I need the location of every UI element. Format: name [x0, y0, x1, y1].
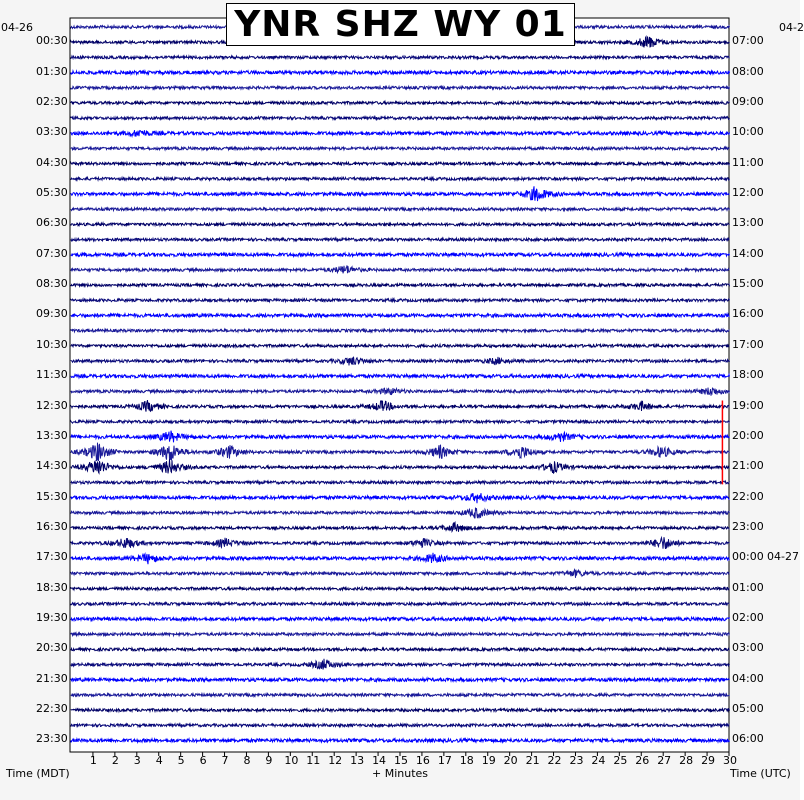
x-tick-label: 26 [635, 754, 650, 767]
x-tick-label: 8 [243, 754, 251, 767]
x-tick-label: 30 [723, 754, 737, 767]
right-time-label: 21:00 [732, 459, 764, 473]
left-time-label: 10:30 [36, 337, 68, 351]
left-time-label: 04:30 [36, 155, 68, 169]
x-tick-label: 4 [155, 754, 163, 767]
right-time-label: 00:00 [732, 550, 764, 564]
x-tick-label: 17 [437, 754, 452, 767]
x-axis-title: + Minutes [372, 767, 429, 780]
x-tick-label: 22 [547, 754, 562, 767]
left-time-label: 17:30 [36, 550, 68, 564]
left-date-label: 04-26 [1, 21, 33, 34]
right-time-label: 08:00 [732, 64, 764, 78]
x-tick-label: 9 [265, 754, 273, 767]
x-tick-label: 18 [459, 754, 474, 767]
x-tick-label: 20 [503, 754, 518, 767]
x-tick-label: 10 [284, 754, 299, 767]
chart-title: YNR SHZ WY 01 [234, 3, 567, 45]
x-tick-label: 7 [221, 754, 229, 767]
x-tick-label: 11 [306, 754, 321, 767]
right-axis-title: Time (UTC) [730, 767, 791, 780]
right-time-label: 22:00 [732, 489, 764, 503]
right-time-label: 10:00 [732, 125, 764, 139]
right-time-label: 11:00 [732, 155, 764, 169]
right-time-label: 14:00 [732, 246, 764, 260]
left-time-label: 13:30 [36, 428, 68, 442]
right-time-label: 12:00 [732, 185, 764, 199]
left-time-label: 01:30 [36, 64, 68, 78]
x-tick-label: 19 [481, 754, 496, 767]
left-time-label: 00:30 [36, 34, 68, 48]
right-time-label: 15:00 [732, 277, 764, 291]
x-tick-label: 29 [701, 754, 716, 767]
x-tick-label: 14 [372, 754, 387, 767]
left-time-label: 03:30 [36, 125, 68, 139]
x-tick-label: 13 [350, 754, 365, 767]
right-date-change-label: 04-27 [767, 550, 799, 564]
x-tick-label: 1 [89, 754, 97, 767]
right-time-label: 09:00 [732, 94, 764, 108]
title-box [226, 3, 575, 46]
x-tick-label: 24 [591, 754, 606, 767]
right-time-label: 19:00 [732, 398, 764, 412]
left-time-label: 21:30 [36, 671, 68, 685]
left-time-label: 16:30 [36, 519, 68, 533]
right-time-label: 18:00 [732, 368, 764, 382]
right-time-label: 04:00 [732, 671, 764, 685]
right-time-label: 13:00 [732, 216, 764, 230]
left-time-label: 23:30 [36, 732, 68, 746]
x-tick-label: 25 [613, 754, 628, 767]
left-time-label: 05:30 [36, 185, 68, 199]
x-tick-group [93, 752, 729, 756]
right-time-label: 03:00 [732, 641, 764, 655]
x-tick-label: 2 [111, 754, 119, 767]
right-time-label: 16:00 [732, 307, 764, 321]
right-time-label: 06:00 [732, 732, 764, 746]
left-time-label: 11:30 [36, 368, 68, 382]
right-date-label: 04-2 [779, 21, 804, 34]
x-tick-label: 21 [525, 754, 540, 767]
right-time-label: 02:00 [732, 611, 764, 625]
x-tick-label: 5 [177, 754, 185, 767]
left-axis-title: Time (MDT) [6, 767, 70, 780]
left-time-label: 22:30 [36, 702, 68, 716]
x-tick-label: 12 [328, 754, 343, 767]
x-tick-label: 16 [415, 754, 430, 767]
right-time-label: 17:00 [732, 337, 764, 351]
x-tick-label: 23 [569, 754, 584, 767]
x-tick-label: 6 [199, 754, 207, 767]
left-time-label: 20:30 [36, 641, 68, 655]
right-time-label: 01:00 [732, 580, 764, 594]
left-time-label: 09:30 [36, 307, 68, 321]
left-time-label: 12:30 [36, 398, 68, 412]
trace-row-9 [71, 162, 730, 165]
left-time-label: 14:30 [36, 459, 68, 473]
right-time-label: 23:00 [732, 519, 764, 533]
plot-area [70, 18, 729, 752]
x-tick-label: 28 [679, 754, 694, 767]
left-time-label: 15:30 [36, 489, 68, 503]
right-time-label: 20:00 [732, 428, 764, 442]
right-time-label: 07:00 [732, 34, 764, 48]
left-time-label: 07:30 [36, 246, 68, 260]
x-tick-label: 15 [394, 754, 408, 767]
x-tick-label: 3 [133, 754, 141, 767]
left-time-label: 08:30 [36, 277, 68, 291]
x-tick-label: 27 [657, 754, 672, 767]
left-time-label: 19:30 [36, 611, 68, 625]
left-time-label: 18:30 [36, 580, 68, 594]
left-time-label: 06:30 [36, 216, 68, 230]
right-time-label: 05:00 [732, 702, 764, 716]
left-time-label: 02:30 [36, 94, 68, 108]
